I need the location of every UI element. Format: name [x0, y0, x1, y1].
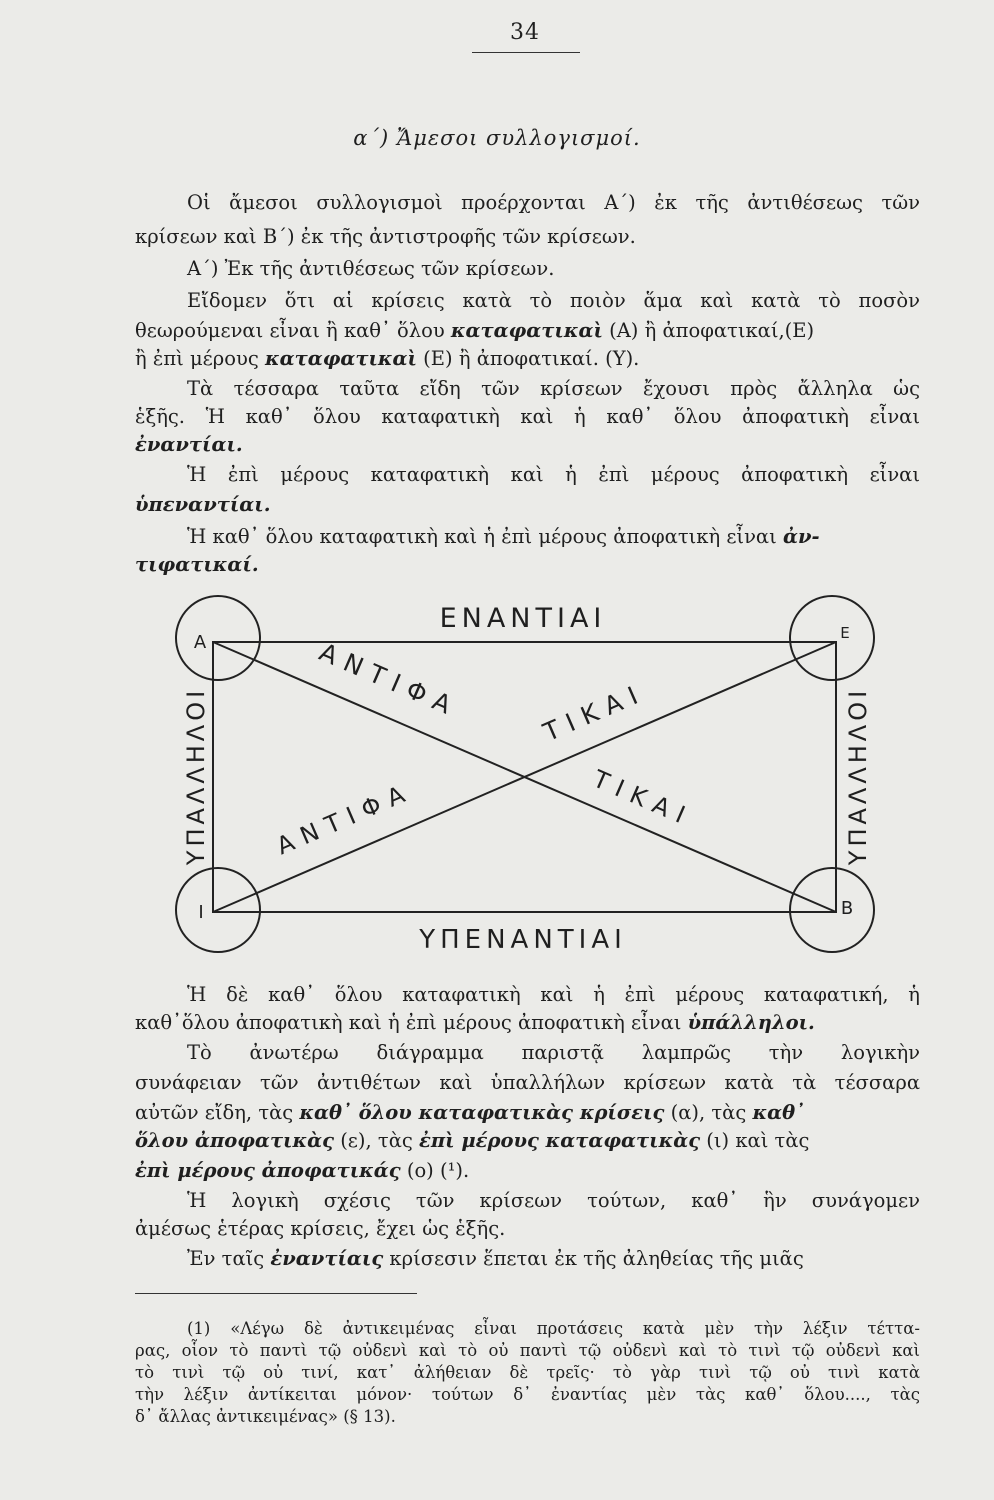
paragraph-3-line-1: Τὰ τέσσαρα ταῦτα εἴδη τῶν κρίσεων ἔχουσι πρὸς ἄλληλα ὡς — [187, 377, 920, 400]
paragraph-9-line-1 — [135, 1246, 920, 1272]
emphasis-text: ἐναντίαις — [270, 1247, 384, 1270]
paragraph-8-line-1: Ἡ λογικὴ σχέσις τῶν κρίσεων τούτων, καθ᾽ ἣν συνάγομεν — [187, 1189, 920, 1212]
text-run: (Α) ἢ ἀποφατικαί,(Ε) — [602, 319, 815, 342]
text-run: ἢ ἐπὶ μέρους — [135, 347, 265, 370]
emphasis-text: ἐναντίαι. — [135, 433, 243, 456]
text-run: θεωρούμεναι εἶναι ἢ καθ᾽ ὅλου — [135, 319, 451, 342]
label-ypalliloi-right: ΥΠΑΛΛΗΛΟΙ — [844, 686, 872, 866]
paragraph-1-line-2: κρίσεων καὶ Β΄) ἐκ τῆς ἀντιστροφῆς τῶν κρίσεων. — [135, 225, 636, 248]
section-title: α΄) Ἄμεσοι συλλογισμοί. — [353, 126, 641, 150]
text-run: (α), τὰς — [664, 1101, 753, 1124]
paragraph-8-line-2: ἀμέσως ἑτέρας κρίσεις, ἔχει ὡς ἑξῆς. — [135, 1217, 506, 1240]
text-run: Ἐν ταῖς — [187, 1247, 271, 1270]
paragraph-6-line-1: Ἡ δὲ καθ᾽ ὅλου καταφατικὴ καὶ ἡ ἐπὶ μέρους καταφατική, ἡ — [187, 983, 920, 1006]
paragraph-6-line-2 — [135, 1010, 920, 1036]
text-run: (ο) (¹). — [400, 1159, 470, 1182]
label-ypalliloi-left: ΥΠΑΛΛΗΛΟΙ — [182, 686, 210, 866]
text-run: (ι) καὶ τὰς — [700, 1129, 810, 1152]
text-run: κρίσεσιν ἕπεται ἐκ τῆς ἀληθείας τῆς μιᾶς — [383, 1247, 804, 1270]
text-run: (Ε) ἢ ἀποφατικαί. (Υ). — [416, 347, 640, 370]
corner-label-b: Β — [840, 898, 854, 919]
paragraph-7-line-1: Τὸ ἀνωτέρω διάγραμμα παριστᾷ λαμπρῶς τὴν λογικὴν — [187, 1041, 920, 1064]
label-ypenantiai: ΥΠΕΝΑΝΤΙΑΙ — [419, 925, 627, 955]
footnote-line-3: τὸ τινὶ τῷ οὐ τινί, κατ᾽ ἀλήθειαν δὲ τρεῖς· τὸ γὰρ τινὶ τῷ οὐ τινὶ κατὰ — [135, 1363, 920, 1382]
corner-circle-e — [790, 596, 874, 680]
paragraph-7-line-2: συνάφειαν τῶν ἀντιθέτων καὶ ὑπαλλήλων κρίσεων κατὰ τὰ τέσσαρα — [135, 1071, 920, 1094]
paragraph-4-line-1: Ἡ ἐπὶ μέρους καταφατικὴ καὶ ἡ ἐπὶ μέρους ἀποφατικὴ εἶναι — [187, 463, 920, 486]
text-run: Ἡ καθ᾽ ὅλου καταφατικὴ καὶ ἡ ἐπὶ μέρους ἀποφατικὴ εἶναι — [187, 525, 783, 548]
paragraph-7-line-4 — [135, 1128, 920, 1154]
subheading-antithesis: Α΄) Ἐκ τῆς ἀντιθέσεως τῶν κρίσεων. — [187, 257, 555, 280]
emphasis-text: ὅλου ἀποφατικὰς — [135, 1129, 334, 1152]
label-enantiai: ΕΝΑΝΤΙΑΙ — [439, 603, 607, 634]
emphasis-text: ἐπὶ μέρους καταφατικὰς — [419, 1129, 701, 1152]
emphasis-text: καταφατικαὶ — [450, 319, 603, 342]
paragraph-3-line-2: ἑξῆς. Ἡ καθ᾽ ὅλου καταφατικὴ καὶ ἡ καθ᾽ ὅλου ἀποφατικὴ εἶναι — [135, 405, 920, 428]
paragraph-7-line-3 — [135, 1100, 920, 1126]
footnote-line-4: τὴν λέξιν ἀντίκειται μόνον· τούτων δ᾽ ἐναντίας μὲν τὰς καθ᾽ ὅλου...., τὰς — [135, 1385, 920, 1404]
emphasis-text: καταφατικαὶ — [264, 347, 417, 370]
corner-circle-a — [176, 596, 260, 680]
text-run: (ε), τὰς — [334, 1129, 419, 1152]
emphasis-text: ἀν- — [782, 525, 820, 548]
paragraph-7-line-5 — [135, 1158, 920, 1184]
label-antifa-upper: ΑΝΤΙΦΑ — [315, 637, 464, 724]
emphasis-text: τιφατικαί. — [135, 553, 259, 576]
label-tikai-upper: ΤΙΚΑΙ — [539, 677, 651, 748]
text-run: καθ᾽ὅλου ἀποφατικὴ καὶ ἡ ἐπὶ μέρους ἀποφατικὴ εἶναι — [135, 1011, 688, 1034]
text-run: αὐτῶν εἴδη, τὰς — [135, 1101, 300, 1124]
label-tikai-lower: ΤΙΚΑΙ — [588, 764, 698, 833]
page-number: 34 — [510, 20, 540, 45]
emphasis-text: καθ᾽ ὅλου καταφατικὰς κρίσεις — [299, 1101, 665, 1124]
footnote-line-1: (1) «Λέγω δὲ ἀντικειμένας εἶναι προτάσεις κατὰ μὲν τὴν λέξιν τέττα- — [187, 1319, 920, 1338]
label-antifa-lower: ΑΝΤΙΦΑ — [272, 776, 418, 861]
emphasis-text: ἐπὶ μέρους ἀποφατικάς — [135, 1159, 401, 1182]
paragraph-2-line-1: Εἴδομεν ὅτι αἱ κρίσεις κατὰ τὸ ποιὸν ἅμα καὶ κατὰ τὸ ποσὸν — [187, 289, 920, 312]
emphasis-text: ὑπάλληλοι. — [687, 1011, 815, 1034]
footnote-rule — [135, 1293, 417, 1294]
emphasis-text: ὑπεναντίαι. — [135, 493, 271, 516]
corner-label-e: Ε — [840, 624, 850, 642]
corner-label-i: Ι — [198, 902, 204, 923]
paragraph-1-line-1: Οἱ ἄμεσοι συλλογισμοὶ προέρχονται Α΄) ἐκ τῆς ἀντιθέσεως τῶν — [187, 191, 920, 214]
footnote-line-2: ρας, οἷον τὸ παντὶ τῷ οὐδενὶ καὶ τὸ οὐ παντὶ τῷ οὐδενὶ καὶ τὸ τινὶ τῷ οὐδενὶ καὶ — [135, 1341, 920, 1360]
corner-label-a: Α — [193, 632, 207, 653]
footnote-line-5: δ᾽ ἄλλας ἀντικειμένας» (§ 13). — [135, 1407, 396, 1426]
emphasis-text: καθ᾽ — [752, 1101, 805, 1124]
